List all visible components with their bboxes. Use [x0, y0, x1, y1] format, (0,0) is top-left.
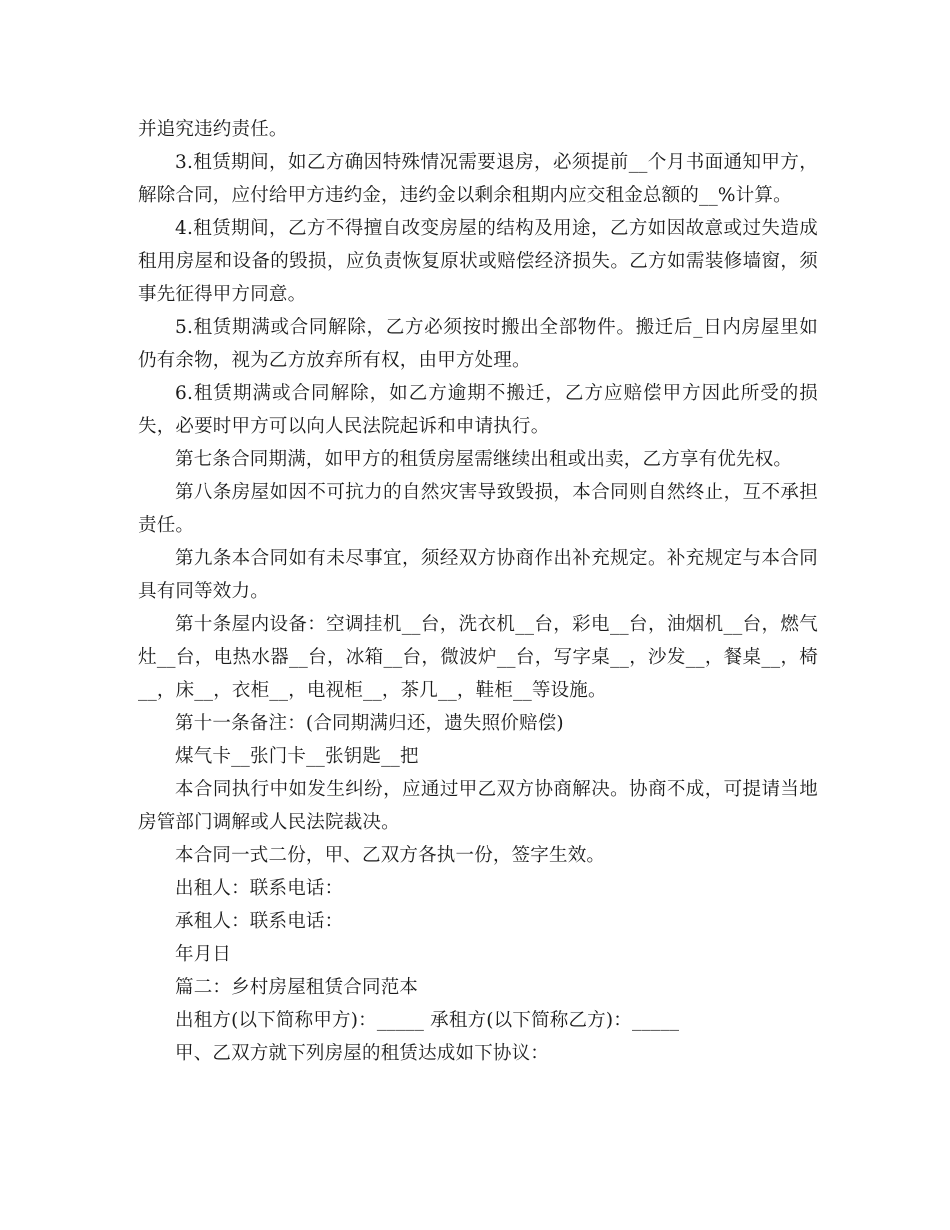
paragraph-4: 5.租赁期满或合同解除，乙方必须按时搬出全部物件。搬迁后_日内房屋里如仍有余物，视为乙方放弃所有权，由甲方处理。 [138, 317, 818, 371]
paragraph-19: 甲、乙双方就下列房屋的租赁达成如下协议： [175, 1043, 550, 1064]
paragraph-9: 第十条屋内设备：空调挂机__台，洗衣机__台，彩电__台，油烟机__台，燃气灶__台，电热水器__台，冰箱__台，微波炉__台，写字桌__，沙发__，餐桌__，椅__，床__，衣柜__，电视柜__，茶几__，鞋柜__等设施。 [138, 614, 818, 701]
section-heading: 篇二：乡村房屋租赁合同范本 [175, 977, 419, 998]
parties-line: 出租方(以下简称甲方)：_____ 承租方(以下简称乙方)：_____ [175, 1010, 680, 1031]
lessee-signature-line: 承租人：联系电话： [175, 911, 344, 932]
paragraph-13: 本合同一式二份，甲、乙双方各执一份，签字生效。 [175, 845, 606, 866]
paragraph-10: 第十一条备注：(合同期满归还，遗失照价赔偿) [175, 713, 564, 734]
document-body [138, 113, 818, 1070]
paragraph-8: 第九条本合同如有未尽事宜，须经双方协商作出补充规定。补充规定与本合同具有同等效力。 [138, 548, 818, 602]
paragraph-11: 煤气卡__张门卡__张钥匙__把 [175, 746, 419, 767]
paragraph-12: 本合同执行中如发生纠纷，应通过甲乙双方协商解决。协商不成，可提请当地房管部门调解或人民法院裁决。 [138, 779, 818, 833]
paragraph-6: 第七条合同期满，如甲方的租赁房屋需继续出租或出卖，乙方享有优先权。 [175, 449, 793, 470]
paragraph-7: 第八条房屋如因不可抗力的自然灾害导致毁损，本合同则自然终止，互不承担责任。 [138, 482, 818, 536]
paragraph-5: 6.租赁期满或合同解除，如乙方逾期不搬迁，乙方应赔偿甲方因此所受的损失，必要时甲方可以向人民法院起诉和申请执行。 [138, 383, 818, 437]
lessor-signature-line: 出租人：联系电话： [175, 878, 344, 899]
paragraph-1: 并追究违约责任。 [138, 119, 288, 140]
date-line: 年月日 [175, 944, 232, 965]
paragraph-2: 3.租赁期间，如乙方确因特殊情况需要退房，必须提前__个月书面通知甲方，解除合同，应付给甲方违约金，违约金以剩余租期内应交租金总额的__%计算。 [138, 152, 818, 206]
paragraph-3: 4.租赁期间，乙方不得擅自改变房屋的结构及用途，乙方如因故意或过失造成租用房屋和设备的毁损，应负责恢复原状或赔偿经济损失。乙方如需装修墙窗，须事先征得甲方同意。 [138, 218, 818, 305]
